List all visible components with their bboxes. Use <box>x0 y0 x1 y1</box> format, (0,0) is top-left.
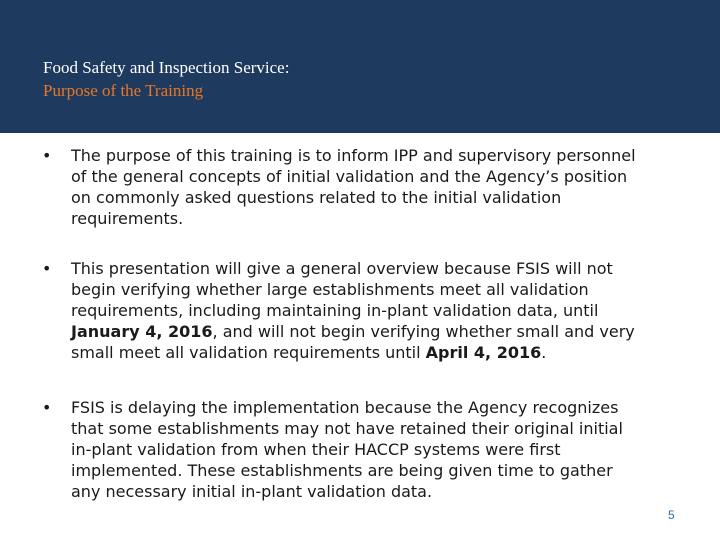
bullet-line: on commonly asked questions related to the initial validation <box>71 188 562 207</box>
bullet-marker: • <box>42 146 52 165</box>
small-establishment-date: April 4, 2016 <box>425 343 542 362</box>
bullet-line: begin verifying whether large establishments meet all validation <box>71 280 589 299</box>
bullet-line <box>71 342 701 363</box>
bullet-line: any necessary initial in-plant validation data. <box>71 482 433 501</box>
bullet-line: The purpose of this training is to inform IPP and supervisory personnel <box>71 146 636 165</box>
bullet-line: of the general concepts of initial validation and the Agency’s position <box>71 167 628 186</box>
bullet-line: in-plant validation from when their HACCP systems were first <box>71 440 561 459</box>
bullet-text <box>71 145 701 229</box>
bullet-line-rest: , and will not begin verifying whether small and very <box>212 322 635 341</box>
bullet-line: requirements, including maintaining in-plant validation data, until <box>71 301 599 320</box>
bullet-line-start: small meet all validation requirements until <box>71 343 426 362</box>
bullet-line: that some establishments may not have retained their original initial <box>71 419 623 438</box>
bullet-line: This presentation will give a general overview because FSIS will not <box>71 259 613 278</box>
bullet-line: requirements. <box>71 209 184 228</box>
bullet-text <box>71 397 701 502</box>
bullet-line-end: . <box>541 343 547 362</box>
large-establishment-date: January 4, 2016 <box>71 322 213 341</box>
slide-subtitle: Purpose of the Training <box>43 81 204 100</box>
bullet-line <box>71 321 701 342</box>
bullet-marker: • <box>42 259 52 278</box>
slide-title: Food Safety and Inspection Service: <box>43 58 290 77</box>
bullet-marker: • <box>42 398 52 417</box>
bullet-line: implemented. These establishments are being given time to gather <box>71 461 613 480</box>
bullet-line: FSIS is delaying the implementation because the Agency recognizes <box>71 398 619 417</box>
page-number: 5 <box>668 508 675 522</box>
bullet-text <box>71 258 701 363</box>
